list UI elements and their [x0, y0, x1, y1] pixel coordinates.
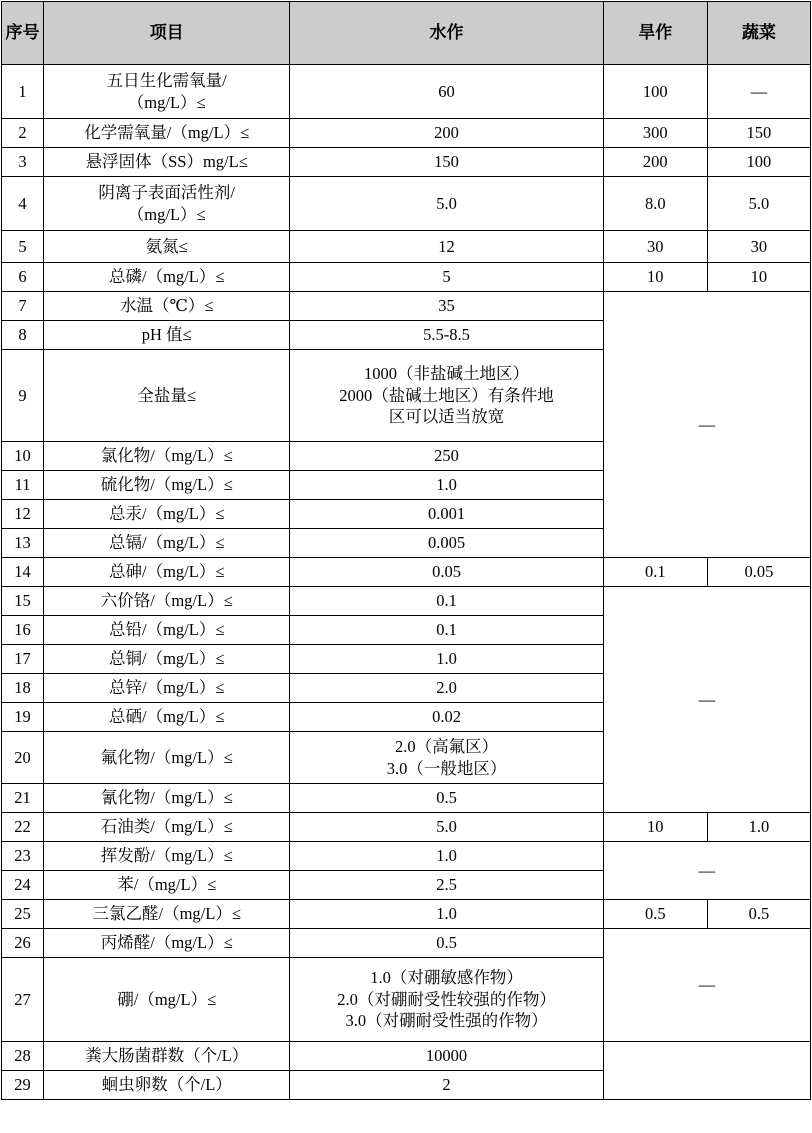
row-no: 20	[2, 732, 44, 784]
table-row	[2, 148, 811, 177]
row-item: 总锌/（mg/L）≤	[44, 674, 290, 703]
row-dry-value: 300	[603, 119, 707, 148]
row-no: 22	[2, 813, 44, 842]
row-dry-value: 0.5	[603, 900, 707, 929]
row-water-value: 0.05	[290, 558, 603, 587]
header-cell-item: 项目	[44, 2, 290, 65]
standard-table-sheet	[0, 1, 812, 1100]
header-cell-water: 水作	[290, 2, 603, 65]
row-water-value: 35	[290, 292, 603, 321]
row-item: 全盐量≤	[44, 350, 290, 442]
row-no: 19	[2, 703, 44, 732]
row-no: 21	[2, 784, 44, 813]
row-water-line1: 1.0（对硼敏感作物）	[370, 967, 523, 987]
row-no: 28	[2, 1042, 44, 1071]
row-vegetable-value: 5.0	[707, 177, 810, 231]
row-item: 总磷/（mg/L）≤	[44, 263, 290, 292]
row-water-value	[290, 732, 603, 784]
row-no: 10	[2, 442, 44, 471]
row-no: 23	[2, 842, 44, 871]
row-water-value: 250	[290, 442, 603, 471]
row-no: 25	[2, 900, 44, 929]
row-vegetable-value: 1.0	[707, 813, 810, 842]
row-item: 总镉/（mg/L）≤	[44, 529, 290, 558]
row-water-value: 0.1	[290, 587, 603, 616]
row-water-value: 5.0	[290, 177, 603, 231]
row-water-value: 0.02	[290, 703, 603, 732]
row-water-line2: 2.0（对硼耐受性较强的作物）	[337, 989, 556, 1009]
table-body	[2, 65, 811, 1100]
row-water-value: 0.1	[290, 616, 603, 645]
row-item	[44, 177, 290, 231]
irrigation-water-quality-table	[1, 1, 811, 1100]
row-no: 11	[2, 471, 44, 500]
row-item: 化学需氧量/（mg/L）≤	[44, 119, 290, 148]
row-water-value: 10000	[290, 1042, 603, 1071]
row-water-value: 2.5	[290, 871, 603, 900]
row-vegetable-value: 150	[707, 119, 810, 148]
row-item: 六价铬/（mg/L）≤	[44, 587, 290, 616]
row-no: 12	[2, 500, 44, 529]
row-dry-value: 100	[603, 65, 707, 119]
row-item: 总砷/（mg/L）≤	[44, 558, 290, 587]
row-water-line3: 区可以适当放宽	[388, 407, 505, 427]
row-item: 氟化物/（mg/L）≤	[44, 732, 290, 784]
row-no: 6	[2, 263, 44, 292]
row-vegetable-value: 10	[707, 263, 810, 292]
row-water-value: 2	[290, 1071, 603, 1100]
row-water-value: 1.0	[290, 645, 603, 674]
row-no: 24	[2, 871, 44, 900]
table-row	[2, 587, 811, 616]
row-water-value: 200	[290, 119, 603, 148]
row-item: 苯/（mg/L）≤	[44, 871, 290, 900]
row-water-value: 0.5	[290, 929, 603, 958]
row-water-value: 0.001	[290, 500, 603, 529]
row-water-value: 5	[290, 263, 603, 292]
row-item-line1: 阴离子表面活性剂/	[98, 182, 235, 202]
row-item: 石油类/（mg/L）≤	[44, 813, 290, 842]
row-water-value: 60	[290, 65, 603, 119]
row-no: 7	[2, 292, 44, 321]
row-no: 16	[2, 616, 44, 645]
header-cell-vegetable: 蔬菜	[707, 2, 810, 65]
row-item: 总汞/（mg/L）≤	[44, 500, 290, 529]
row-item: 总铜/（mg/L）≤	[44, 645, 290, 674]
row-no: 5	[2, 231, 44, 263]
table-header	[2, 2, 811, 65]
table-row	[2, 292, 811, 321]
table-row	[2, 842, 811, 871]
table-header-row	[2, 2, 811, 65]
merged-empty-cell	[603, 1042, 810, 1100]
row-water-value	[290, 958, 603, 1042]
row-no: 1	[2, 65, 44, 119]
table-row	[2, 177, 811, 231]
row-item: 总铅/（mg/L）≤	[44, 616, 290, 645]
row-water-value	[290, 350, 603, 442]
merged-dash-cell: —	[603, 587, 810, 813]
row-item: 粪大肠菌群数（个/L）	[44, 1042, 290, 1071]
row-water-line1: 1000（非盐碱土地区）	[364, 363, 530, 383]
table-row	[2, 263, 811, 292]
row-water-value: 150	[290, 148, 603, 177]
header-cell-no: 序号	[2, 2, 44, 65]
row-item: 氨氮≤	[44, 231, 290, 263]
row-item-line2: （mg/L）≤	[127, 92, 206, 112]
row-no: 18	[2, 674, 44, 703]
row-item: 悬浮固体（SS）mg/L≤	[44, 148, 290, 177]
table-row	[2, 119, 811, 148]
table-row	[2, 558, 811, 587]
row-water-value: 0.005	[290, 529, 603, 558]
row-vegetable-value: —	[707, 65, 810, 119]
row-water-value: 5.0	[290, 813, 603, 842]
row-water-value: 1.0	[290, 900, 603, 929]
row-vegetable-value: 0.5	[707, 900, 810, 929]
row-no: 13	[2, 529, 44, 558]
row-vegetable-value: 0.05	[707, 558, 810, 587]
row-water-value: 2.0	[290, 674, 603, 703]
row-water-value: 1.0	[290, 842, 603, 871]
table-row	[2, 65, 811, 119]
row-no: 14	[2, 558, 44, 587]
row-no: 4	[2, 177, 44, 231]
merged-dash-cell: —	[603, 842, 810, 900]
row-water-value: 0.5	[290, 784, 603, 813]
row-dry-value: 8.0	[603, 177, 707, 231]
row-item-line1: 五日生化需氧量/	[106, 70, 227, 90]
row-no: 2	[2, 119, 44, 148]
row-water-line2: 3.0（一般地区）	[386, 758, 507, 778]
row-no: 15	[2, 587, 44, 616]
row-item: 丙烯醛/（mg/L）≤	[44, 929, 290, 958]
row-dry-value: 200	[603, 148, 707, 177]
row-item: 氰化物/（mg/L）≤	[44, 784, 290, 813]
row-item: 三氯乙醛/（mg/L）≤	[44, 900, 290, 929]
row-no: 26	[2, 929, 44, 958]
row-item: 蛔虫卵数（个/L）	[44, 1071, 290, 1100]
row-water-line1: 2.0（高氟区）	[394, 736, 499, 756]
row-no: 3	[2, 148, 44, 177]
table-row	[2, 929, 811, 958]
row-dry-value: 10	[603, 813, 707, 842]
row-no: 17	[2, 645, 44, 674]
row-dry-value: 10	[603, 263, 707, 292]
row-water-value: 12	[290, 231, 603, 263]
header-cell-dry: 旱作	[603, 2, 707, 65]
row-item: 氯化物/（mg/L）≤	[44, 442, 290, 471]
merged-dash-cell: —	[603, 929, 810, 1042]
row-dry-value: 0.1	[603, 558, 707, 587]
row-water-value: 5.5-8.5	[290, 321, 603, 350]
table-row	[2, 231, 811, 263]
row-dry-value: 30	[603, 231, 707, 263]
merged-dash-cell: —	[603, 292, 810, 558]
table-row	[2, 1042, 811, 1071]
row-item: 硼/（mg/L）≤	[44, 958, 290, 1042]
row-item: 总硒/（mg/L）≤	[44, 703, 290, 732]
row-item: pH 值≤	[44, 321, 290, 350]
table-row	[2, 900, 811, 929]
row-no: 27	[2, 958, 44, 1042]
row-vegetable-value: 100	[707, 148, 810, 177]
row-water-line3: 3.0（对硼耐受性强的作物）	[345, 1011, 548, 1031]
row-item: 水温（℃）≤	[44, 292, 290, 321]
row-water-value: 1.0	[290, 471, 603, 500]
table-row	[2, 813, 811, 842]
row-item-line2: （mg/L）≤	[127, 204, 206, 224]
row-item: 挥发酚/（mg/L）≤	[44, 842, 290, 871]
row-vegetable-value: 30	[707, 231, 810, 263]
row-item: 硫化物/（mg/L）≤	[44, 471, 290, 500]
row-no: 29	[2, 1071, 44, 1100]
row-no: 8	[2, 321, 44, 350]
row-water-line2: 2000（盐碱土地区）有条件地	[339, 385, 554, 405]
row-no: 9	[2, 350, 44, 442]
row-item	[44, 65, 290, 119]
